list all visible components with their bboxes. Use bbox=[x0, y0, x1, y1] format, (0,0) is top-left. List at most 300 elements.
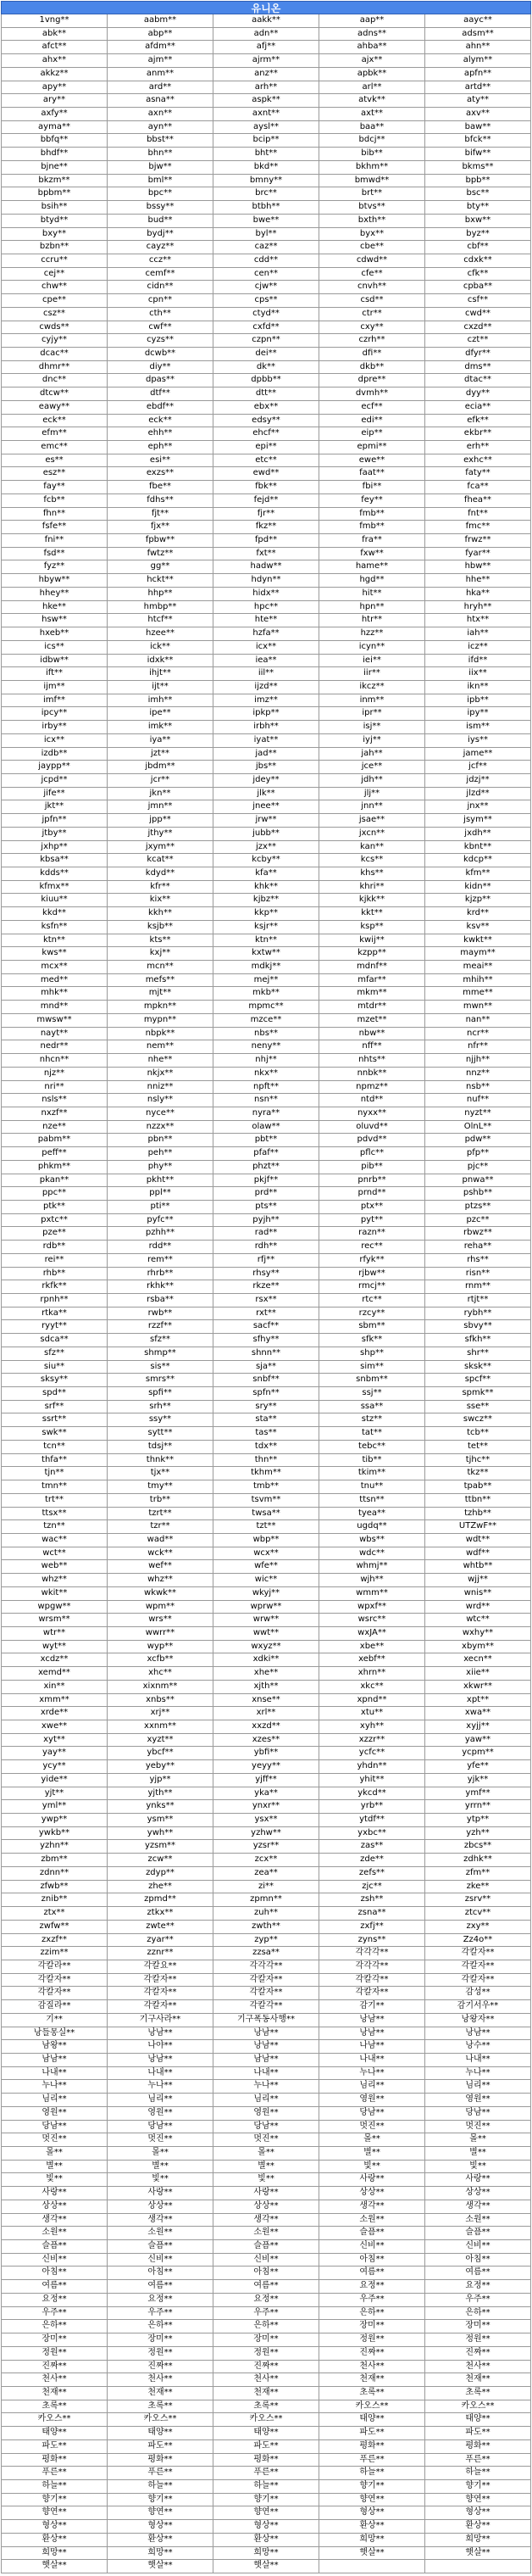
member-name-cell: 환상** bbox=[2, 2534, 108, 2547]
member-name-cell: ntd** bbox=[319, 1094, 425, 1107]
member-name-cell: jnn** bbox=[319, 800, 425, 814]
member-name-cell: fdhs** bbox=[108, 494, 213, 508]
member-name-cell: 몰** bbox=[213, 2147, 319, 2161]
member-name-cell: bbst** bbox=[108, 134, 213, 148]
member-name-cell: 초록** bbox=[2, 2400, 108, 2414]
member-name-cell: caz** bbox=[213, 241, 319, 254]
member-name-cell: asna** bbox=[108, 94, 213, 108]
member-name-cell: fmb** bbox=[319, 508, 425, 521]
member-name-cell: axfy** bbox=[2, 108, 108, 121]
member-name-cell: arl** bbox=[319, 81, 425, 95]
member-name-cell: yjp** bbox=[108, 1774, 213, 1787]
member-name-cell: zdnn** bbox=[2, 1867, 108, 1881]
member-name-cell: hdyn** bbox=[213, 574, 319, 588]
member-name-cell: snbf** bbox=[213, 1374, 319, 1387]
member-name-cell: ctr** bbox=[319, 308, 425, 321]
member-name-cell: zfm** bbox=[425, 1867, 531, 1881]
member-name-cell: faty** bbox=[425, 467, 531, 481]
member-name-cell: jpfn** bbox=[2, 814, 108, 828]
member-name-cell: 영원** bbox=[2, 2107, 108, 2121]
member-name-cell: rem** bbox=[108, 1254, 213, 1268]
member-name-cell: mdkj** bbox=[213, 961, 319, 974]
member-name-cell: 카오스** bbox=[319, 2400, 425, 2414]
member-name-cell: wic** bbox=[213, 1574, 319, 1587]
member-name-cell: tjhc** bbox=[425, 1454, 531, 1468]
member-name-cell: 초록** bbox=[213, 2400, 319, 2414]
member-name-cell: zwte** bbox=[108, 1921, 213, 1934]
member-name-cell: 향연** bbox=[108, 2506, 213, 2520]
member-name-cell: zxfj** bbox=[319, 1921, 425, 1934]
member-name-cell: shr** bbox=[425, 1347, 531, 1361]
member-name-cell: Zz4o** bbox=[425, 1934, 531, 1948]
member-name-cell: yrrn** bbox=[425, 1800, 531, 1814]
member-name-cell: ynks** bbox=[108, 1800, 213, 1814]
member-name-cell: yrb** bbox=[319, 1800, 425, 1814]
member-name-cell: phzt** bbox=[213, 1161, 319, 1174]
member-name-cell: 몰** bbox=[108, 2147, 213, 2161]
member-name-cell: zuh** bbox=[213, 1907, 319, 1921]
member-name-cell: mej** bbox=[213, 974, 319, 988]
member-name-cell: thn** bbox=[213, 1454, 319, 1468]
member-name-cell: pjc** bbox=[425, 1161, 531, 1174]
member-name-cell: 천사** bbox=[319, 2361, 425, 2374]
member-name-cell: yfe** bbox=[425, 1760, 531, 1774]
member-name-cell: bsih** bbox=[2, 201, 108, 215]
member-name-cell: nyce** bbox=[108, 1107, 213, 1121]
member-name-cell: etc** bbox=[213, 454, 319, 468]
member-name-cell: pflc** bbox=[319, 1147, 425, 1161]
member-name-cell: ecf** bbox=[319, 401, 425, 415]
member-name-cell: 아침** bbox=[2, 2267, 108, 2280]
member-name-cell bbox=[319, 2560, 425, 2573]
member-name-cell: fpd** bbox=[213, 534, 319, 548]
member-name-cell: bhdf** bbox=[2, 148, 108, 161]
member-name-cell: rtka** bbox=[2, 1308, 108, 1321]
member-name-cell: 신비** bbox=[108, 2254, 213, 2267]
member-name-cell: yjt** bbox=[2, 1787, 108, 1801]
member-name-cell: faat** bbox=[319, 467, 425, 481]
member-name-cell: pts** bbox=[213, 1201, 319, 1214]
member-name-cell: 각칼자** bbox=[108, 2000, 213, 2014]
member-name-cell: xpt** bbox=[425, 1694, 531, 1708]
member-name-cell: ytdf** bbox=[319, 1814, 425, 1827]
member-name-cell: jxym** bbox=[108, 841, 213, 855]
member-name-cell: zke** bbox=[425, 1881, 531, 1894]
member-name-cell: wad** bbox=[108, 1534, 213, 1547]
member-name-cell: hsw** bbox=[2, 614, 108, 627]
member-name-cell: cidn** bbox=[108, 281, 213, 294]
member-name-cell: jsym** bbox=[425, 814, 531, 828]
member-name-cell: dvmh** bbox=[319, 388, 425, 401]
member-name-cell: afj** bbox=[213, 41, 319, 54]
member-name-cell: 향연** bbox=[2, 2506, 108, 2520]
member-name-cell: pfaf** bbox=[213, 1147, 319, 1161]
member-name-cell: bfck** bbox=[425, 134, 531, 148]
member-name-cell: kkh** bbox=[108, 907, 213, 921]
member-name-cell: pze** bbox=[2, 1227, 108, 1241]
member-name-cell: nniz** bbox=[108, 1081, 213, 1095]
member-name-cell: hit** bbox=[319, 588, 425, 601]
member-name-cell: 빛** bbox=[213, 2173, 319, 2187]
member-name-cell: shmp** bbox=[108, 1347, 213, 1361]
member-name-cell: bht** bbox=[213, 148, 319, 161]
member-name-cell: spd** bbox=[2, 1387, 108, 1401]
member-name-cell: wkwk** bbox=[108, 1587, 213, 1601]
member-name-cell: icyn** bbox=[319, 641, 425, 655]
member-name-cell: 빛** bbox=[2, 2173, 108, 2187]
member-name-cell: zpmn** bbox=[213, 1893, 319, 1907]
member-name-cell: jcr** bbox=[108, 774, 213, 788]
member-name-cell: inm** bbox=[319, 694, 425, 708]
member-name-cell: ism** bbox=[425, 721, 531, 734]
member-name-cell: 누나** bbox=[213, 2080, 319, 2094]
member-name-cell: ttsn** bbox=[319, 1494, 425, 1508]
member-name-cell: spfi** bbox=[108, 1387, 213, 1401]
member-name-cell: zbcs** bbox=[425, 1840, 531, 1854]
member-name-cell: ppc** bbox=[2, 1187, 108, 1201]
member-name-cell: kcat** bbox=[108, 854, 213, 867]
member-name-cell: ipe** bbox=[108, 707, 213, 721]
member-name-cell: ccz** bbox=[108, 254, 213, 268]
member-name-cell: 파도** bbox=[108, 2440, 213, 2454]
member-name-cell: 별** bbox=[425, 2147, 531, 2161]
member-name-cell: bmny** bbox=[213, 175, 319, 188]
member-name-cell: kkt** bbox=[319, 907, 425, 921]
member-name-cell: xnbs** bbox=[108, 1694, 213, 1708]
member-name-cell: exhc** bbox=[425, 454, 531, 468]
member-name-cell: akkz** bbox=[2, 68, 108, 81]
member-name-cell: csf** bbox=[425, 294, 531, 308]
member-name-cell: tmn** bbox=[2, 1480, 108, 1494]
member-name-cell: jxdh** bbox=[425, 828, 531, 841]
member-name-cell: cth** bbox=[108, 308, 213, 321]
member-name-cell: yzhn** bbox=[2, 1840, 108, 1854]
member-name-cell: spfn** bbox=[213, 1387, 319, 1401]
member-name-cell: yzsm** bbox=[108, 1840, 213, 1854]
member-name-cell: ztx** bbox=[2, 1907, 108, 1921]
member-name-cell: ard** bbox=[108, 81, 213, 95]
member-name-cell: whz** bbox=[2, 1574, 108, 1587]
member-name-cell: wwrr** bbox=[108, 1627, 213, 1641]
member-name-cell: 평화** bbox=[2, 2454, 108, 2467]
member-name-cell: pshb** bbox=[425, 1187, 531, 1201]
member-name-cell: 햇살** bbox=[319, 2547, 425, 2561]
member-name-cell: bty** bbox=[425, 201, 531, 215]
member-name-cell: kiuu** bbox=[2, 894, 108, 907]
member-name-cell: 파도** bbox=[425, 2427, 531, 2440]
member-name-cell: trb** bbox=[108, 1494, 213, 1508]
member-name-cell: nnz** bbox=[425, 1068, 531, 1081]
member-name-cell: 당남** bbox=[108, 2121, 213, 2134]
member-name-cell: 아침** bbox=[425, 2254, 531, 2267]
member-name-cell: ipy** bbox=[425, 707, 531, 721]
member-name-cell: xyt** bbox=[2, 1734, 108, 1748]
member-name-cell: 빛** bbox=[425, 2161, 531, 2174]
member-name-cell: axv** bbox=[425, 108, 531, 121]
member-name-cell: atvk** bbox=[319, 94, 425, 108]
member-name-cell: jxcn** bbox=[319, 828, 425, 841]
member-name-cell: 하늘** bbox=[2, 2480, 108, 2494]
member-name-cell: 형상** bbox=[108, 2520, 213, 2534]
member-name-cell: peff** bbox=[2, 1147, 108, 1161]
member-name-cell: jcf** bbox=[425, 761, 531, 774]
member-name-cell: 정원** bbox=[319, 2333, 425, 2347]
member-name-cell: 여름** bbox=[2, 2280, 108, 2294]
member-name-cell: 태양** bbox=[319, 2413, 425, 2427]
member-name-cell: esz** bbox=[2, 467, 108, 481]
member-name-cell: irbh** bbox=[213, 721, 319, 734]
member-name-cell: wpxf** bbox=[319, 1601, 425, 1614]
member-name-cell: 정원** bbox=[2, 2347, 108, 2361]
member-name-cell: kfmx** bbox=[2, 881, 108, 895]
member-name-cell: apfn** bbox=[425, 68, 531, 81]
member-name-cell: wef** bbox=[108, 1560, 213, 1574]
member-name-cell: fsfe** bbox=[2, 521, 108, 534]
member-name-cell: 소원** bbox=[108, 2227, 213, 2240]
member-name-cell: phkm** bbox=[2, 1161, 108, 1174]
member-name-cell: tnu** bbox=[319, 1480, 425, 1494]
member-name-cell: 아침** bbox=[319, 2254, 425, 2267]
member-name-cell: adsm** bbox=[425, 28, 531, 42]
member-name-cell: 평화** bbox=[319, 2440, 425, 2454]
member-name-cell: imk** bbox=[108, 721, 213, 734]
member-name-cell: ssrt** bbox=[2, 1413, 108, 1427]
member-name-cell: 낭남** bbox=[108, 2054, 213, 2067]
member-name-cell: ksfn** bbox=[2, 921, 108, 934]
member-name-cell: exzs** bbox=[108, 467, 213, 481]
member-name-cell: 소원** bbox=[319, 2214, 425, 2228]
member-name-cell: wjh** bbox=[319, 1574, 425, 1587]
member-name-cell: 나내** bbox=[425, 2054, 531, 2067]
member-name-cell: tib** bbox=[319, 1454, 425, 1468]
member-name-cell: 요정** bbox=[425, 2280, 531, 2294]
member-name-cell: yjk** bbox=[425, 1774, 531, 1787]
member-name-cell: ehcf** bbox=[213, 427, 319, 441]
member-name-cell: smrs** bbox=[108, 1374, 213, 1387]
member-name-cell: 카오스** bbox=[2, 2413, 108, 2427]
member-name-cell: 영원** bbox=[425, 2094, 531, 2107]
member-name-cell: 각각각** bbox=[319, 1960, 425, 1974]
member-name-cell: nyzt** bbox=[425, 1107, 531, 1121]
member-name-cell: whtb** bbox=[425, 1560, 531, 1574]
member-name-cell: 천재** bbox=[108, 2387, 213, 2400]
member-name-cell: fni** bbox=[2, 534, 108, 548]
member-name-cell: neny** bbox=[213, 1040, 319, 1054]
member-name-cell: wxJA** bbox=[319, 1627, 425, 1641]
member-name-cell: mzet** bbox=[319, 1014, 425, 1028]
member-name-cell: aap** bbox=[319, 14, 425, 28]
member-name-cell: 몰** bbox=[425, 2133, 531, 2147]
member-name-cell: thfa** bbox=[2, 1454, 108, 1468]
member-name-cell: ikn** bbox=[425, 681, 531, 694]
member-name-cell: 영원** bbox=[108, 2107, 213, 2121]
member-name-cell: 멋진** bbox=[425, 2121, 531, 2134]
member-name-cell: epi** bbox=[213, 441, 319, 454]
member-name-cell: kzpp** bbox=[319, 947, 425, 961]
member-name-cell: fhea** bbox=[425, 494, 531, 508]
member-name-cell: mefs** bbox=[108, 974, 213, 988]
member-name-cell: cyjy** bbox=[2, 334, 108, 348]
member-name-cell: fjx** bbox=[108, 521, 213, 534]
member-name-cell: 천재** bbox=[319, 2373, 425, 2387]
member-name-cell: hckt** bbox=[108, 574, 213, 588]
member-name-cell: 슬픔** bbox=[213, 2240, 319, 2254]
member-name-cell: 천사** bbox=[425, 2361, 531, 2374]
member-name-cell: 향연** bbox=[425, 2494, 531, 2507]
member-name-cell: 환상** bbox=[108, 2534, 213, 2547]
member-name-cell: nan** bbox=[425, 1014, 531, 1028]
member-name-cell: dtac** bbox=[425, 374, 531, 388]
member-name-cell: ijzd** bbox=[213, 681, 319, 694]
member-name-cell: wyt** bbox=[2, 1641, 108, 1654]
member-name-cell: ift** bbox=[2, 667, 108, 681]
member-name-cell: cjw** bbox=[213, 281, 319, 294]
member-name-cell: xecn** bbox=[425, 1653, 531, 1667]
member-name-cell: ywkb** bbox=[2, 1827, 108, 1841]
member-name-cell: hpc** bbox=[213, 601, 319, 615]
member-name-cell: hzz** bbox=[319, 627, 425, 641]
member-name-cell: frwz** bbox=[425, 534, 531, 548]
member-name-cell: wdc** bbox=[319, 1547, 425, 1561]
member-name-cell: spcf** bbox=[425, 1374, 531, 1387]
member-name-cell: xmm** bbox=[2, 1694, 108, 1708]
member-name-cell: tzhb** bbox=[425, 1508, 531, 1521]
member-name-cell: sacf** bbox=[213, 1320, 319, 1334]
member-name-cell: 각칼자** bbox=[425, 1947, 531, 1960]
member-name-cell: esi** bbox=[108, 454, 213, 468]
member-name-cell: hame** bbox=[319, 560, 425, 574]
member-name-cell: wpgw** bbox=[2, 1601, 108, 1614]
member-name-cell: mkm** bbox=[319, 987, 425, 1001]
member-name-cell: fkz** bbox=[213, 521, 319, 534]
member-name-cell: jife** bbox=[2, 788, 108, 801]
member-name-cell: 슬픔** bbox=[425, 2227, 531, 2240]
member-name-cell: khs** bbox=[319, 867, 425, 881]
member-name-cell: xpnd** bbox=[319, 1694, 425, 1708]
member-name-cell: bssy** bbox=[108, 201, 213, 215]
member-name-cell: eck** bbox=[2, 415, 108, 428]
member-name-cell: tmy** bbox=[108, 1480, 213, 1494]
member-name-cell: eck** bbox=[108, 415, 213, 428]
member-name-cell: pabm** bbox=[2, 1134, 108, 1147]
member-name-cell: sksk** bbox=[425, 1361, 531, 1374]
member-name-cell: wyp** bbox=[108, 1641, 213, 1654]
member-name-cell: 태양** bbox=[108, 2427, 213, 2440]
member-name-cell: kfa** bbox=[213, 867, 319, 881]
member-name-cell: rkze** bbox=[213, 1280, 319, 1294]
member-name-cell: xcfb** bbox=[108, 1653, 213, 1667]
member-name-cell: 상상** bbox=[2, 2200, 108, 2214]
member-name-cell: bxth** bbox=[319, 215, 425, 228]
member-name-cell: 상상** bbox=[425, 2187, 531, 2200]
member-name-cell: ptzs** bbox=[425, 1201, 531, 1214]
member-name-cell: nem** bbox=[108, 1040, 213, 1054]
member-name-cell: bcip** bbox=[213, 134, 319, 148]
member-name-cell: mhk** bbox=[2, 987, 108, 1001]
member-name-cell: 멋진** bbox=[2, 2133, 108, 2147]
member-name-cell: wrs** bbox=[108, 1614, 213, 1627]
member-name-cell: jah** bbox=[319, 748, 425, 761]
member-name-cell: ipb** bbox=[425, 694, 531, 708]
member-name-cell: 기구폭동사행** bbox=[213, 2014, 319, 2027]
member-name-cell: iir** bbox=[319, 667, 425, 681]
member-name-cell bbox=[425, 2560, 531, 2573]
member-name-cell: tas** bbox=[213, 1427, 319, 1441]
member-name-cell: 천재** bbox=[213, 2387, 319, 2400]
member-name-cell: npmz** bbox=[319, 1081, 425, 1095]
member-name-cell: 향기** bbox=[108, 2494, 213, 2507]
member-name-cell: pnrb** bbox=[319, 1174, 425, 1188]
member-name-cell: fra** bbox=[319, 534, 425, 548]
table-title: 유니온 bbox=[1, 1, 531, 14]
member-name-cell: 환상** bbox=[213, 2534, 319, 2547]
member-name-cell: 푸른** bbox=[108, 2467, 213, 2480]
member-name-cell: hpn** bbox=[319, 601, 425, 615]
member-name-cell: cxfd** bbox=[213, 321, 319, 335]
member-name-cell: rhb** bbox=[2, 1268, 108, 1281]
member-name-cell: iil** bbox=[213, 667, 319, 681]
member-name-cell: idxk** bbox=[108, 655, 213, 668]
member-name-cell: dkb** bbox=[319, 361, 425, 375]
member-name-cell: 사랑** bbox=[108, 2187, 213, 2200]
member-name-cell: rkfk** bbox=[2, 1280, 108, 1294]
member-name-cell: whz** bbox=[108, 1574, 213, 1587]
member-name-cell: zsh** bbox=[319, 1893, 425, 1907]
member-name-cell: ifd** bbox=[425, 655, 531, 668]
member-name-cell: wjj** bbox=[425, 1574, 531, 1587]
member-name-cell: ptk** bbox=[2, 1201, 108, 1214]
member-name-cell: 생각** bbox=[319, 2200, 425, 2214]
member-name-cell: mnd** bbox=[2, 1001, 108, 1014]
member-name-cell: xhrn** bbox=[319, 1667, 425, 1681]
member-name-cell: fbe** bbox=[108, 481, 213, 494]
member-name-cell: bxy** bbox=[2, 228, 108, 242]
member-name-cell: jnee** bbox=[213, 800, 319, 814]
member-name-cell: xixnm** bbox=[108, 1681, 213, 1694]
member-name-cell: 슬픔** bbox=[319, 2227, 425, 2240]
member-name-cell: peh** bbox=[108, 1147, 213, 1161]
member-name-cell: kts** bbox=[108, 934, 213, 948]
member-name-cell: 하늘** bbox=[319, 2467, 425, 2480]
member-name-cell: bmwd** bbox=[319, 175, 425, 188]
member-name-cell: 별** bbox=[319, 2147, 425, 2161]
member-name-cell: 희망** bbox=[425, 2534, 531, 2547]
member-name-cell: 사랑** bbox=[319, 2173, 425, 2187]
member-name-cell: njz** bbox=[2, 1068, 108, 1081]
member-name-cell: xbym** bbox=[425, 1641, 531, 1654]
member-name-cell: bzbn** bbox=[2, 241, 108, 254]
member-name-cell: 형상** bbox=[2, 2520, 108, 2534]
member-name-cell: fyz** bbox=[2, 560, 108, 574]
member-name-cell: pdw** bbox=[425, 1134, 531, 1147]
member-name-cell: 평화** bbox=[108, 2454, 213, 2467]
member-name-cell: htr** bbox=[319, 614, 425, 627]
member-grid bbox=[1, 14, 531, 2573]
member-name-cell: pfp** bbox=[425, 1147, 531, 1161]
member-name-cell: jtby** bbox=[2, 828, 108, 841]
member-name-cell: abk** bbox=[2, 28, 108, 42]
member-name-cell: aayc** bbox=[425, 14, 531, 28]
member-name-cell: edsy** bbox=[213, 415, 319, 428]
member-name-cell: mkb** bbox=[213, 987, 319, 1001]
member-name-cell: pti** bbox=[108, 1201, 213, 1214]
member-name-cell: 신비** bbox=[2, 2254, 108, 2267]
member-name-cell: ktn** bbox=[2, 934, 108, 948]
member-name-cell: 요정** bbox=[108, 2294, 213, 2307]
member-name-cell: 님리** bbox=[2, 2094, 108, 2107]
member-name-cell: khri** bbox=[319, 881, 425, 895]
member-name-cell: 낭왕자** bbox=[425, 2014, 531, 2027]
